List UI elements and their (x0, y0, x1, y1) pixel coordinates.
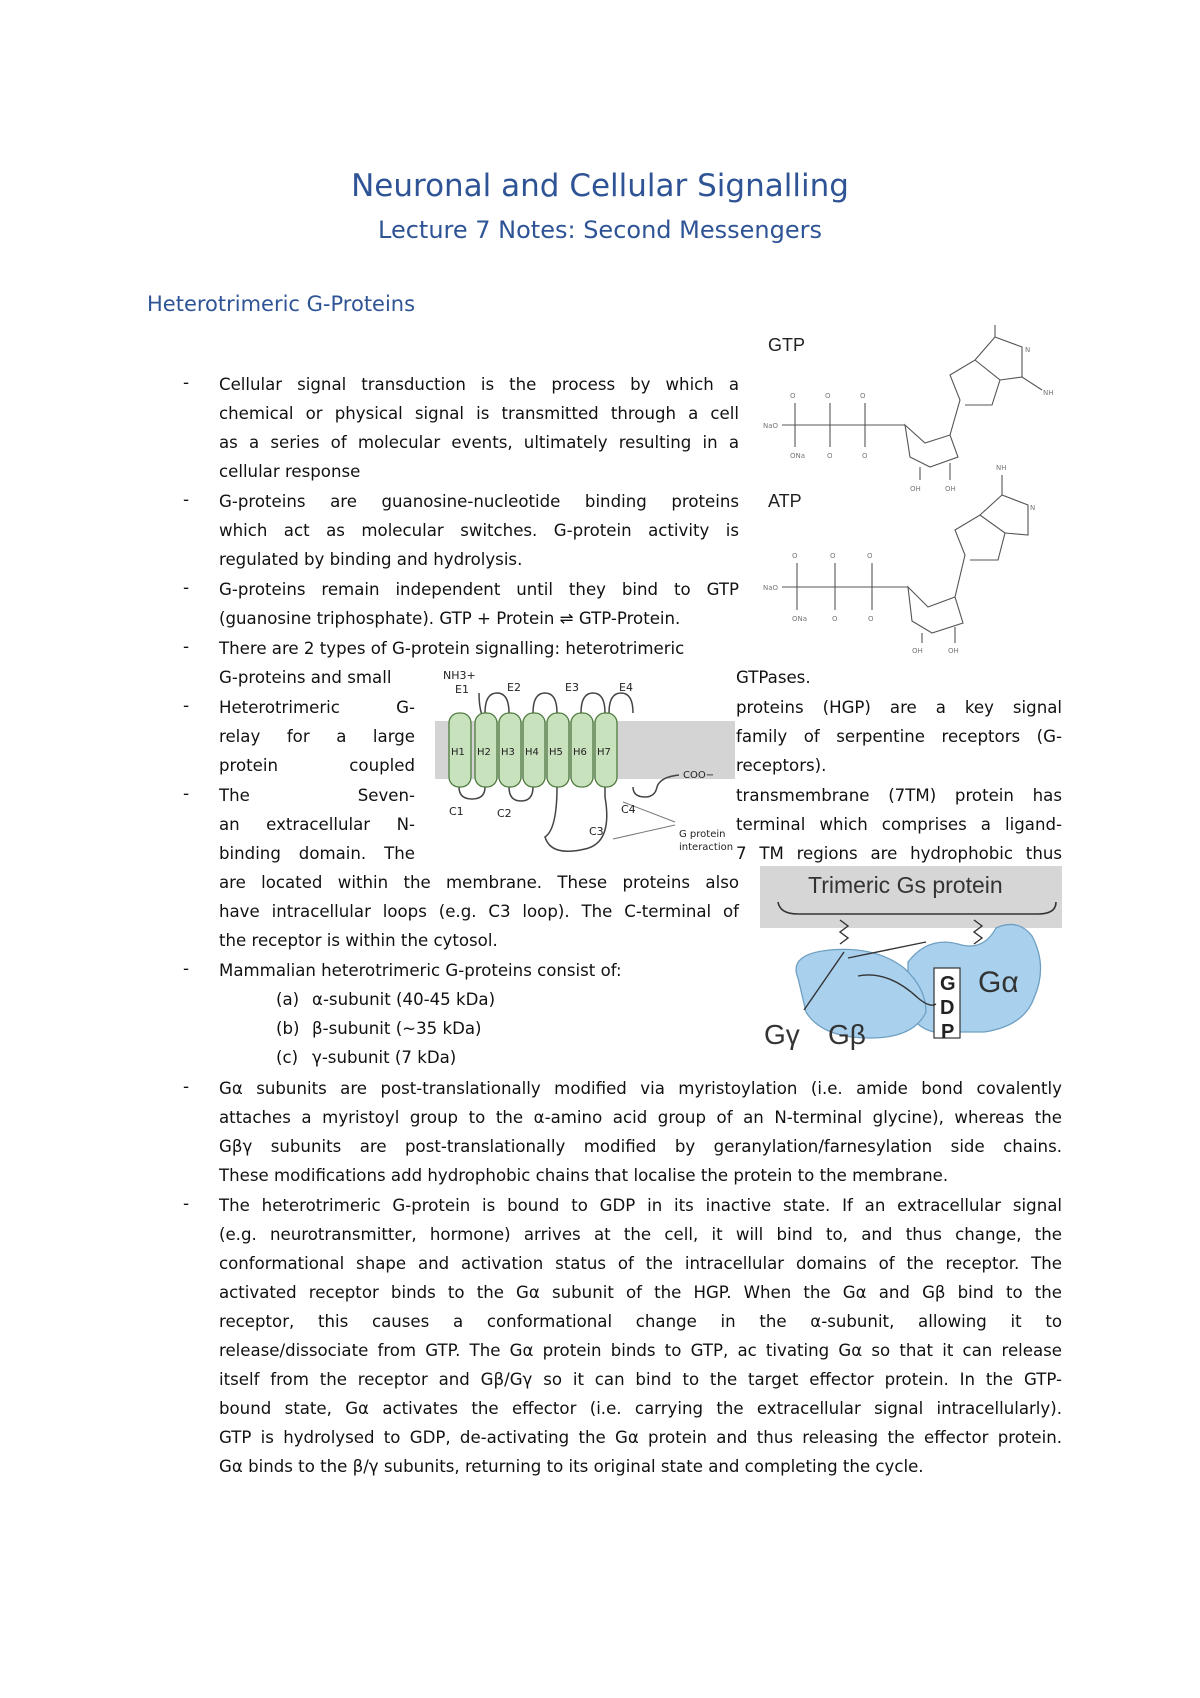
helix-label-h7: H7 (597, 747, 611, 758)
nh3-label: NH3+ (443, 669, 476, 682)
svg-text:NH: NH (1043, 389, 1054, 397)
bullet-2-line-3: regulated by binding and hydrolysis. (219, 550, 523, 569)
gdp-letter-d: D (940, 997, 955, 1019)
section-heading: Heterotrimeric G-Proteins (147, 292, 416, 316)
bullet-1-line-3: as a series of molecular events, ultimately resulting in a (219, 433, 739, 452)
bullet-6-line-1-left: The Seven- (219, 786, 415, 805)
bullet-6-line-5: have intracellular loops (e.g. C3 loop). The C-terminal of (219, 902, 739, 921)
g-alpha-label: Gα (978, 966, 1019, 999)
bullet-dash: - (183, 1194, 190, 1214)
svg-text:O: O (830, 552, 836, 560)
subitem-gamma: γ-subunit (7 kDa) (312, 1048, 457, 1067)
bullet-4-line-1: There are 2 types of G-protein signalling: heterotrimeric (219, 639, 685, 658)
svg-text:OH: OH (910, 485, 921, 493)
bullet-dash: - (183, 578, 190, 598)
bullet-5-line-3-left: protein coupled (219, 756, 415, 775)
svg-text:ONa: ONa (790, 452, 806, 460)
bullet-1-line-4: cellular response (219, 462, 361, 481)
bullet-9-line-9: GTP is hydrolysed to GDP, de-activating the Gα protein and thus releasing the effector protein. (219, 1428, 1062, 1447)
helix-label-h6: H6 (573, 747, 587, 758)
bullet-dash: - (183, 490, 190, 510)
svg-text:N: N (1025, 346, 1031, 354)
svg-text:NaO: NaO (763, 422, 779, 430)
loop-label-e3: E3 (565, 681, 579, 694)
bullet-dash: - (183, 696, 190, 716)
bullet-6-line-3-left: binding domain. The (219, 844, 415, 863)
bullet-4-line-2-left: G-proteins and small (219, 668, 392, 687)
bullet-7-line-1: Mammalian heterotrimeric G-proteins consist of: (219, 961, 622, 980)
loop-label-e2: E2 (507, 681, 521, 694)
svg-text:NaO: NaO (763, 584, 779, 592)
svg-text:O: O (827, 452, 833, 460)
loop-label-e1: E1 (455, 683, 469, 696)
bullet-6-line-2-right: terminal which comprises a ligand- (736, 815, 1062, 834)
svg-text:O: O (832, 615, 838, 623)
svg-text:O: O (825, 392, 831, 400)
loop-label-c2: C2 (497, 807, 512, 820)
bullet-8-line-4: These modifications add hydrophobic chains that localise the protein to the membrane. (219, 1166, 949, 1185)
bullet-1-line-2: chemical or physical signal is transmitted through a cell (219, 404, 739, 423)
g-beta-label: Gβ (828, 1019, 866, 1050)
bullet-6-line-2-left: an extracellular N- (219, 815, 415, 834)
svg-text:ONa: ONa (792, 615, 808, 623)
bullet-9-line-6: release/dissociate from GTP. The Gα protein binds to GTP, ac tivating Gα so that it can release (219, 1341, 1062, 1360)
loop-label-e4: E4 (619, 681, 633, 694)
gdp-letter-g: G (940, 973, 956, 995)
gtp-atp-structure-figure (760, 325, 1065, 657)
subitem-beta: β-subunit (~35 kDa) (312, 1019, 482, 1038)
helix-label-h1: H1 (451, 747, 465, 758)
helix-label-h2: H2 (477, 747, 491, 758)
bullet-8-line-1: Gα subunits are post-translationally modified via myristoylation (i.e. amide bond covalently (219, 1079, 1062, 1098)
bullet-9-line-3: conformational shape and activation status of the intracellular domains of the receptor. The (219, 1254, 1062, 1273)
gtp-label: GTP (768, 335, 806, 355)
svg-text:O: O (860, 392, 866, 400)
document-subtitle: Lecture 7 Notes: Second Messengers (378, 216, 822, 244)
svg-text:NH: NH (996, 464, 1007, 472)
bullet-5-line-2-left: relay for a large (219, 727, 415, 746)
g-protein-label: G protein (679, 829, 726, 840)
bullet-3-line-2: (guanosine triphosphate). GTP + Protein ⇌ GTP-Protein. (219, 609, 681, 628)
helix-label-h3: H3 (501, 747, 515, 758)
svg-text:OH: OH (948, 647, 959, 655)
bullet-8-line-3: Gβγ subunits are post-translationally modified by geranylation/farnesylation side chains. (219, 1137, 1062, 1156)
bullet-5-line-2-right: family of serpentine receptors (G- (736, 727, 1062, 746)
helix-label-h5: H5 (549, 747, 563, 758)
svg-text:OH: OH (945, 485, 956, 493)
bullet-6-line-4: are located within the membrane. These proteins also (219, 873, 739, 892)
g-gamma-label: Gγ (764, 1019, 800, 1050)
bullet-2-line-1: G-proteins are guanosine-nucleotide binding proteins (219, 492, 739, 511)
bullet-4-line-2-right: GTPases. (736, 668, 811, 687)
gdp-letter-p: P (941, 1021, 955, 1043)
svg-text:O: O (792, 552, 798, 560)
bullet-6-line-1-right: transmembrane (7TM) protein has (736, 786, 1062, 805)
bullet-dash: - (183, 637, 190, 657)
subitem-label-c: (c) (276, 1048, 299, 1067)
bullet-dash: - (183, 1077, 190, 1097)
svg-text:O: O (862, 452, 868, 460)
subitem-label-a: (a) (276, 990, 300, 1009)
document-title: Neuronal and Cellular Signalling (351, 168, 849, 204)
subitem-alpha: α-subunit (40-45 kDa) (312, 990, 496, 1009)
bullet-9-line-1: The heterotrimeric G-protein is bound to GDP in its inactive state. If an extracellular signal (219, 1196, 1062, 1215)
bullet-9-line-2: (e.g. neurotransmitter, hormone) arrives at the cell, it will bind to, and thus change, the (219, 1225, 1062, 1244)
svg-text:N: N (1030, 504, 1036, 512)
subitem-label-b: (b) (276, 1019, 300, 1038)
bullet-6-line-3-right: 7 TM regions are hydrophobic thus (736, 844, 1062, 863)
atp-label: ATP (768, 491, 802, 511)
bullet-9-line-10: Gα binds to the β/γ subunits, returning to its original state and completing the cycle. (219, 1457, 924, 1476)
svg-text:O: O (790, 392, 796, 400)
loop-label-c4: C4 (621, 803, 636, 816)
bullet-9-line-5: receptor, this causes a conformational change in the α-subunit, allowing it to (219, 1312, 1062, 1331)
bullet-5-line-1-left: Heterotrimeric G- (219, 698, 415, 717)
bullet-2-line-2: which act as molecular switches. G-protein activity is (219, 521, 739, 540)
bullet-9-line-7: itself from the receptor and Gβ/Gγ so it can bind to the target effector protein. In the GTP- (219, 1370, 1062, 1389)
coo-label: COO− (683, 770, 715, 781)
bullet-dash: - (183, 784, 190, 804)
svg-text:O: O (867, 552, 873, 560)
trimeric-gs-protein-figure (758, 866, 1064, 1066)
gs-title: Trimeric Gs protein (808, 872, 1003, 898)
bullet-1-line-1: Cellular signal transduction is the process by which a (219, 375, 739, 394)
bullet-6-line-6: the receptor is within the cytosol. (219, 931, 498, 950)
svg-text:O: O (868, 615, 874, 623)
loop-label-c3: C3 (589, 825, 604, 838)
seven-tm-receptor-figure (435, 667, 735, 865)
bullet-9-line-4: activated receptor binds to the Gα subunit of the HGP. When the Gα and Gβ bind to the (219, 1283, 1062, 1302)
loop-label-c1: C1 (449, 805, 464, 818)
bullet-3-line-1: G-proteins remain independent until they bind to GTP (219, 580, 739, 599)
bullet-5-line-1-right: proteins (HGP) are a key signal (736, 698, 1062, 717)
bullet-8-line-2: attaches a myristoyl group to the α-amino acid group of an N-terminal glycine), whereas the (219, 1108, 1062, 1127)
bullet-dash: - (183, 373, 190, 393)
interaction-label: interaction (679, 842, 734, 853)
bullet-dash: - (183, 959, 190, 979)
bullet-5-line-3-right: receptors). (736, 756, 827, 775)
helix-label-h4: H4 (525, 747, 539, 758)
svg-text:OH: OH (912, 647, 923, 655)
bullet-9-line-8: bound state, Gα activates the effector (i.e. carrying the extracellular signal intracellularly). (219, 1399, 1062, 1418)
